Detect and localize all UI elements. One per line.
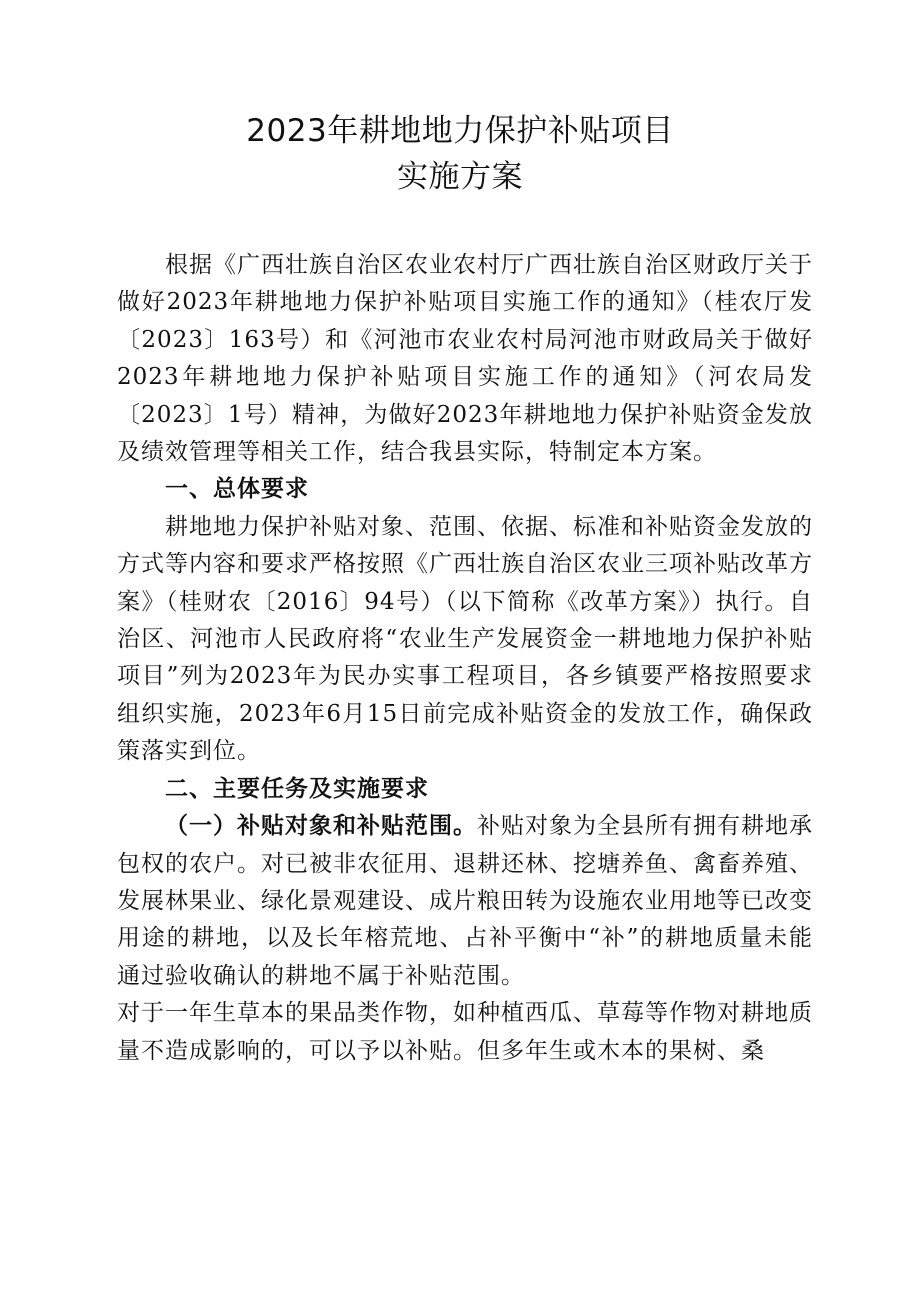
subsection-1-text: 补贴对象为全县所有拥有耕地承包权的农户。对已被非农征用、退耕还林、挖塘养鱼、禽畜养殖、发展林果业、绿化景观建设、成片粮田转为设施农业用地等已改变用途的耕地，以及长年榕荒地、占补平衡中“补”的耕地质量未能通过验收确认的耕地不属于补贴范围。 — [117, 813, 813, 989]
section-1-paragraph: 耕地地力保护补贴对象、范围、依据、标准和补贴资金发放的方式等内容和要求严格按照《广西壮族自治区农业三项补贴改革方案》（桂财农〔2016〕94号）（以下简称《改革方案》）执行。自治区、河池市人民政府将“农业生产发展资金一耕地地力保护补贴项目”列为2023年为民办实事工程项目，各乡镇要严格按照要求组织实施，2023年6月15日前完成补贴资金的发放工作，确保政策落实到位。 — [117, 513, 813, 765]
document-title-line-2: 实施方案 — [397, 159, 523, 195]
subsection-1-paragraph — [117, 808, 813, 995]
subsection-1-heading: （一）补贴对象和补贴范围。 — [165, 813, 477, 840]
continuation-paragraph: 对于一年生草本的果品类作物，如种植西瓜、草莓等作物对耕地质量不造成影响的，可以予以补贴。但多年生或木本的果树、桑 — [117, 1000, 813, 1064]
section-1-heading: 一、总体要求 — [165, 476, 309, 503]
section-2-heading: 二、主要任务及实施要求 — [165, 775, 429, 802]
document-title-line-1: 2023年耕地地力保护补贴项目 — [246, 113, 674, 149]
document-body — [117, 247, 813, 1070]
intro-paragraph: 根据《广西壮族自治区农业农村厅广西壮族自治区财政厅关于做好2023年耕地地力保护补贴项目实施工作的通知》（桂农厅发〔2023〕163号）和《河池市农业农村局河池市财政局关于做好2023年耕地地力保护补贴项目实施工作的通知》（河农局发〔2023〕1号）精神，为做好2023年耕地地力保护补贴资金发放及绩效管理等相关工作，结合我县实际，特制定本方案。 — [117, 252, 813, 466]
